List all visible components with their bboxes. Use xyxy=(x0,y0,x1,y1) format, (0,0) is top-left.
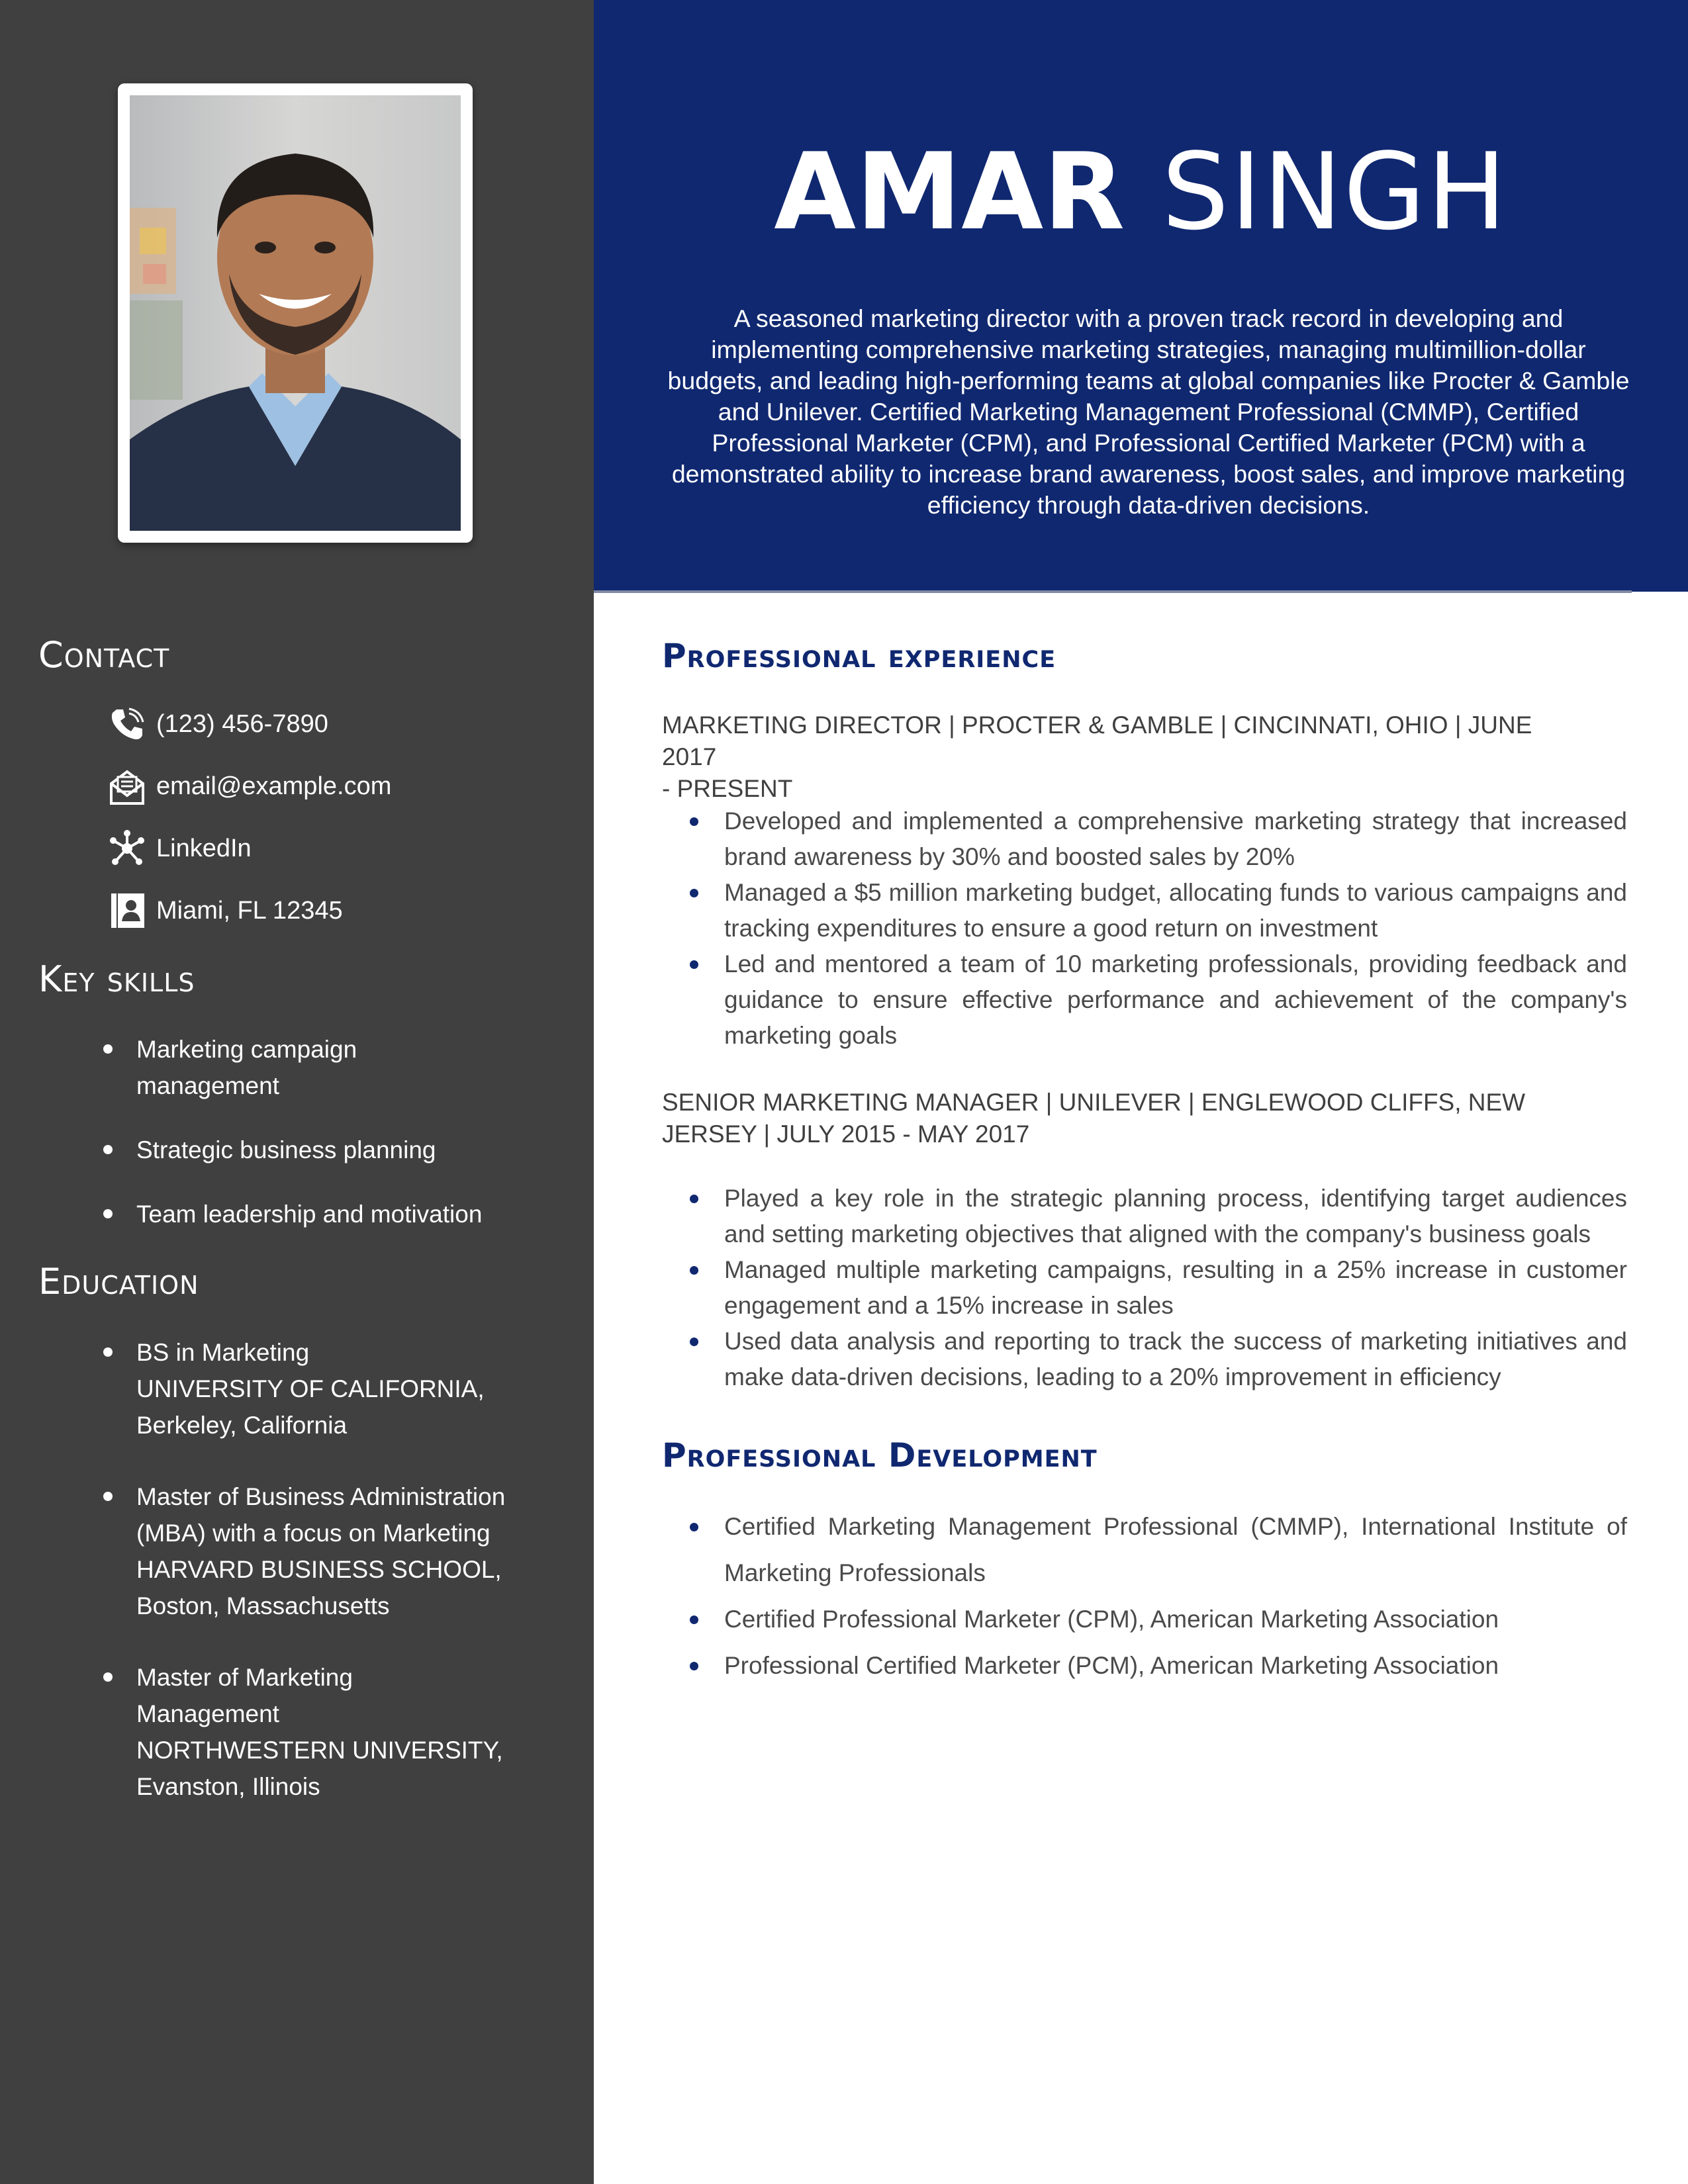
address-text: Miami, FL 12345 xyxy=(156,896,343,925)
job-bullets xyxy=(688,803,1627,1054)
skill-item: Marketing campaign management xyxy=(99,1031,523,1104)
development-heading: Professional Development xyxy=(662,1436,1098,1475)
skills-list xyxy=(99,1031,523,1232)
contact-address[interactable] xyxy=(107,891,343,931)
job-title: SENIOR MARKETING MANAGER | UNILEVER | ENGLEWOOD CLIFFS, NEW JERSEY | JULY 2015 - MAY 2017 xyxy=(662,1089,1526,1148)
photo-frame xyxy=(118,83,473,543)
job-title: MARKETING DIRECTOR | PROCTER & GAMBLE | CINCINNATI, OHIO | JUNE 2017 - PRESENT xyxy=(662,711,1532,802)
contact-linkedin[interactable] xyxy=(107,829,252,868)
linkedin-text: LinkedIn xyxy=(156,834,252,862)
email-icon xyxy=(107,766,147,806)
development-item: Certified Marketing Management Professional (CMMP), International Institute of Marketing Professionals xyxy=(688,1504,1627,1596)
profile-summary: A seasoned marketing director with a proven track record in developing and implementing comprehensive marketing strategies, managing multimillion-dollar budgets, and leading high-performing teams at global companies like Procter & Gamble and Unilever. Certified Marketing Management Professional (CMMP), Certified Professional Marketer (CPM), and Professional Certified Marketer (PCM) with a demonstrated ability to increase brand awareness, boost sales, and improve marketing efficiency through data-driven decisions. xyxy=(667,304,1630,519)
contact-phone[interactable] xyxy=(107,704,328,744)
development-item: Certified Professional Marketer (CPM), American Marketing Association xyxy=(688,1596,1627,1643)
profile-photo xyxy=(130,95,461,531)
email-text: email@example.com xyxy=(156,772,392,800)
job-bullet: Played a key role in the strategic planning process, identifying target audiences and setting marketing objectives that aligned with the company's business goals xyxy=(688,1181,1627,1252)
education-item: Master of Marketing Management NORTHWESTERN UNIVERSITY, Evanston, Illinois xyxy=(99,1659,523,1805)
education-list xyxy=(99,1334,523,1805)
skills-heading: Key skills xyxy=(38,958,195,1000)
sidebar xyxy=(0,0,594,2184)
phone-icon xyxy=(107,704,147,744)
experience-heading: Professional experience xyxy=(662,637,1056,675)
header-divider xyxy=(594,590,1632,593)
candidate-name xyxy=(594,129,1688,255)
job-bullet: Used data analysis and reporting to track the success of marketing initiatives and make data-driven decisions, leading to a 20% improvement in efficiency xyxy=(688,1324,1627,1395)
job-bullet: Led and mentored a team of 10 marketing professionals, providing feedback and guidance to ensure effective performance and achievement of the company's marketing goals xyxy=(688,946,1627,1054)
development-list xyxy=(688,1504,1627,1689)
education-item: BS in Marketing UNIVERSITY OF CALIFORNIA, Berkeley, California xyxy=(99,1334,523,1443)
first-name: AMAR xyxy=(774,130,1125,253)
contact-heading: Contact xyxy=(38,634,170,676)
job-bullet: Managed multiple marketing campaigns, resulting in a 25% increase in customer engagement and a 15% increase in sales xyxy=(688,1252,1627,1324)
job-bullet: Managed a $5 million marketing budget, allocating funds to various campaigns and tracking expenditures to ensure a good return on investment xyxy=(688,875,1627,946)
job-bullets xyxy=(688,1181,1627,1395)
job-bullet: Developed and implemented a comprehensive marketing strategy that increased brand awareness by 30% and boosted sales by 20% xyxy=(688,803,1627,875)
education-item: Master of Business Administration (MBA) with a focus on Marketing HARVARD BUSINESS SCHOOL, Boston, Massachusetts xyxy=(99,1479,523,1624)
phone-text: (123) 456-7890 xyxy=(156,709,328,738)
contact-card-icon xyxy=(107,891,147,931)
education-heading: Education xyxy=(38,1261,199,1302)
last-name: SINGH xyxy=(1162,130,1508,253)
skill-item: Strategic business planning xyxy=(99,1132,523,1168)
development-item: Professional Certified Marketer (PCM), American Marketing Association xyxy=(688,1643,1627,1689)
network-icon xyxy=(107,829,147,868)
skill-item: Team leadership and motivation xyxy=(99,1196,523,1232)
contact-email[interactable] xyxy=(107,766,391,806)
